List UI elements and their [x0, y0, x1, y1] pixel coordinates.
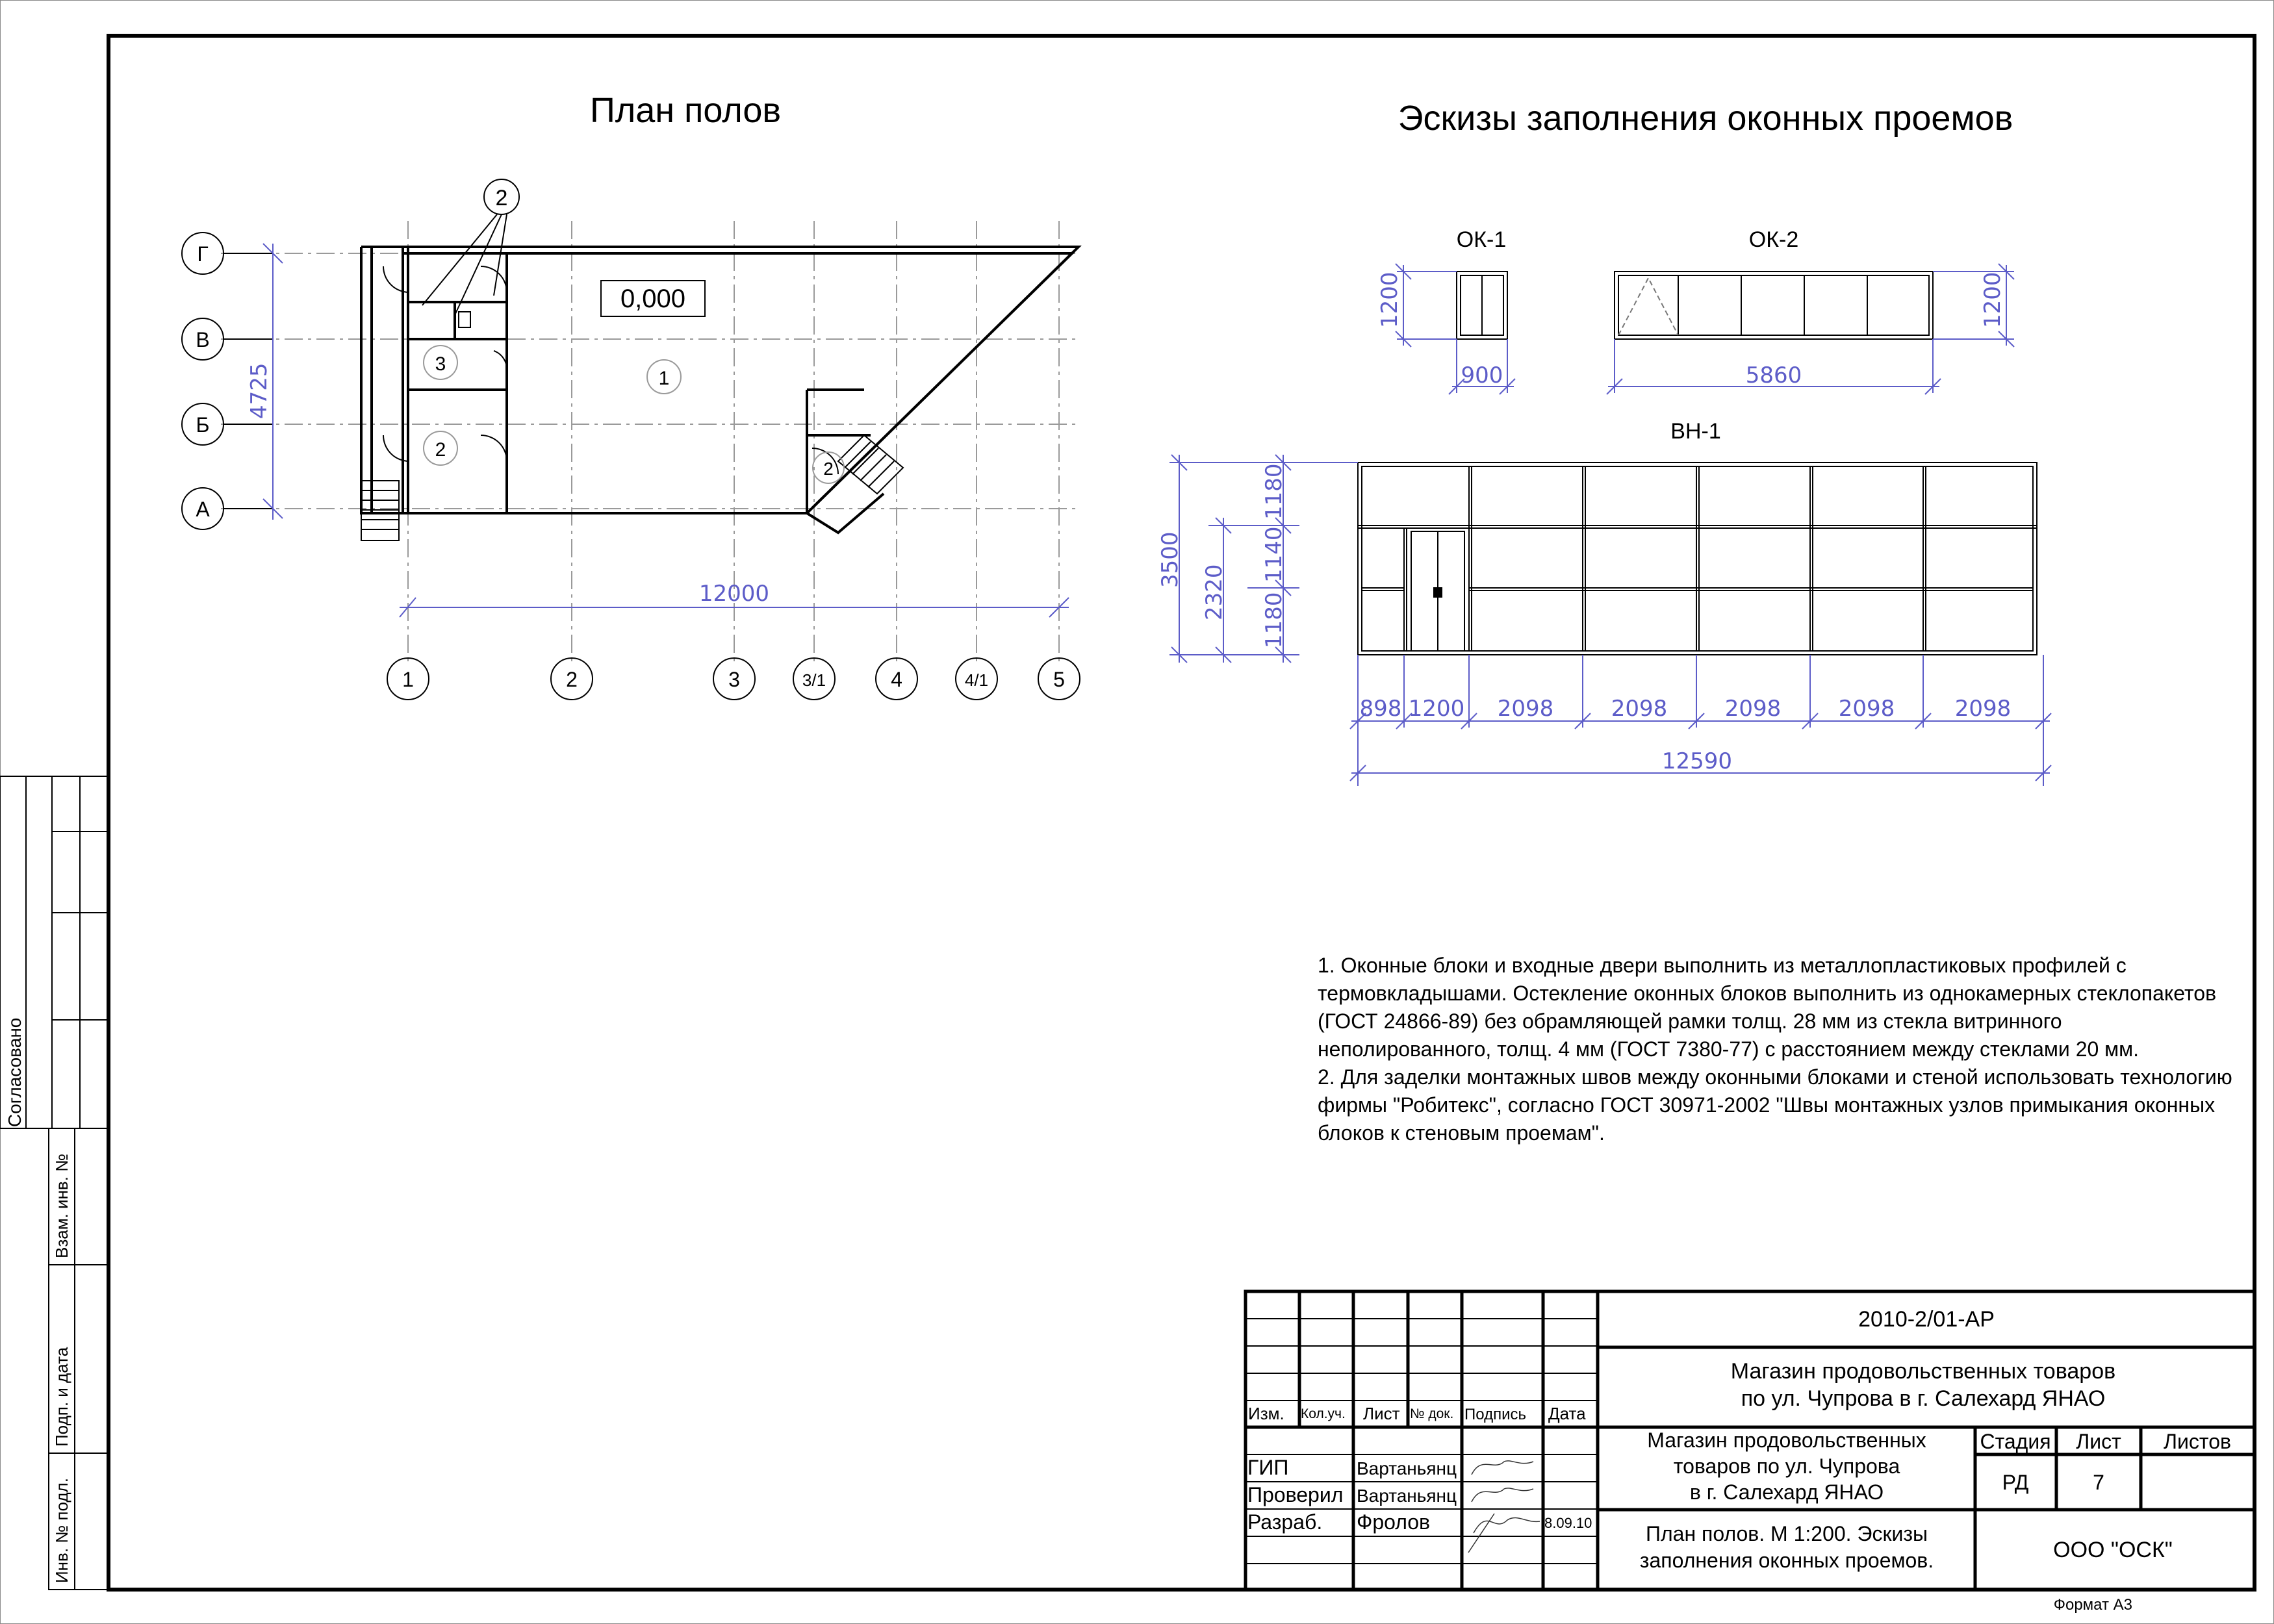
name-gip: Вартаньянц: [1357, 1458, 1457, 1478]
vn1-col-4: 2098: [1611, 696, 1668, 722]
stage-label: Стадия: [1980, 1430, 2051, 1453]
vn1-col-2: 1200: [1408, 696, 1465, 722]
hdr-izm: Изм.: [1248, 1404, 1284, 1423]
room-2-label: 2: [435, 439, 446, 461]
vn1-col-6: 2098: [1838, 696, 1895, 722]
sheet-title-line-2: заполнения оконных проемов.: [1639, 1549, 1934, 1572]
vn1-col-1: 898: [1359, 696, 1402, 722]
plan-walls: [361, 247, 1079, 533]
ok2-width: 5860: [1745, 362, 1802, 388]
vn1-facade: [1358, 463, 2037, 655]
room-markers: [424, 346, 844, 483]
room-3-label: 3: [435, 353, 446, 375]
column-label-4-1: 4/1: [964, 670, 989, 690]
role-dev: Разраб.: [1247, 1510, 1323, 1534]
column-label-1: 1: [402, 668, 414, 691]
vn1-label: ВН-1: [1670, 419, 1721, 444]
windows-title: Эскизы заполнения оконных проемов: [1398, 99, 2013, 138]
vn1-col-7: 2098: [1954, 696, 2012, 722]
column-label-5: 5: [1053, 668, 1065, 691]
object-line-1: Магазин продовольственных: [1647, 1428, 1926, 1452]
vn1-row-top: 1180: [1261, 463, 1287, 520]
ok2-window: [1615, 272, 1933, 339]
sheet-title-line-1: План полов. М 1:200. Эскизы: [1645, 1522, 1928, 1545]
role-gip: ГИП: [1247, 1456, 1289, 1479]
ok1-window: [1457, 272, 1507, 339]
column-label-2: 2: [566, 668, 578, 691]
vn1-total-height: 3500: [1157, 531, 1183, 588]
drawing-code: 2010-2/01-АР: [1858, 1307, 1995, 1332]
sheet-number: 7: [2093, 1471, 2104, 1494]
row-label-g: Г: [197, 242, 209, 266]
row-label-v: В: [196, 328, 210, 351]
row-label-a: А: [196, 498, 210, 521]
date-dev: 8.09.10: [1544, 1515, 1592, 1531]
ok2-dimensions: [1607, 264, 2014, 394]
ok2-label: ОК-2: [1748, 227, 1799, 252]
drawing-frame: [109, 36, 2255, 1590]
note-1: 1. Оконные блоки и входные двери выполнить из металлопластиковых профилей с термовкладышами. Остекление оконных блоков выполнить из однокамерных стеклопакетов (ГОСТ 24866-89) без обрамляющей рамки толщ. 28 мм из стекла витринного неполированного, толщ. 4 мм (ГОСТ 7380-77) с расстоянием между стеклами 20 мм.: [1318, 954, 2217, 1061]
hdr-sign: Подпись: [1464, 1406, 1526, 1423]
stage-value: РД: [2002, 1471, 2029, 1494]
ok1-width: 900: [1461, 362, 1503, 388]
name-dev: Фролов: [1357, 1510, 1431, 1534]
callout-number: 2: [495, 186, 508, 210]
note-2: 2. Для заделки монтажных швов между оконными блоками и стеной использовать технологию фирмы "Робитекс", согласно ГОСТ 30971-2002 "Швы монтажных узлов примыкания оконных блоков к стеновым проемам".: [1318, 1065, 2232, 1145]
room-1-label: 1: [658, 368, 670, 389]
vn1-row-bottom: 1180: [1261, 592, 1287, 648]
vn1-sub-height: 2320: [1201, 564, 1227, 620]
back-stairs: [838, 435, 903, 494]
sheet-label: Лист: [2076, 1430, 2121, 1453]
project-line-1: Магазин продовольственных товаров: [1730, 1359, 2116, 1384]
project-line-2: по ул. Чупрова в г. Салехард ЯНАО: [1741, 1386, 2106, 1411]
ok1-height: 1200: [1377, 272, 1403, 328]
vn1-col-3: 2098: [1497, 696, 1554, 722]
object-line-2: товаров по ул. Чупрова: [1673, 1454, 1900, 1478]
hdr-list: Лист: [1363, 1404, 1400, 1423]
column-label-4: 4: [891, 668, 902, 691]
ok2-height: 1200: [1980, 272, 2006, 328]
entry-stairs: [361, 481, 399, 540]
plan-title: План полов: [589, 91, 782, 130]
sheets-label: Листов: [2164, 1430, 2231, 1453]
column-label-3-1: 3/1: [802, 670, 826, 690]
room-2b-label: 2: [823, 459, 834, 479]
object-line-3: в г. Салехард ЯНАО: [1689, 1480, 1884, 1504]
hdr-date: Дата: [1548, 1404, 1586, 1423]
plan-length-value: 12000: [698, 581, 770, 607]
role-check: Проверил: [1247, 1483, 1344, 1506]
inv-label: Инв. № подл.: [52, 1478, 71, 1583]
name-check: Вартаньянц: [1357, 1486, 1457, 1506]
agreed-label: Согласовано: [5, 1017, 25, 1127]
level-mark: 0,000: [620, 285, 686, 313]
podp-label: Подп. и дата: [52, 1347, 71, 1447]
row-label-b: Б: [196, 413, 210, 437]
hdr-kol: Кол.уч.: [1301, 1406, 1346, 1421]
plan-depth-value: 4725: [246, 362, 272, 419]
vn1-total-width: 12590: [1661, 748, 1733, 774]
signatures: [1468, 1461, 1540, 1553]
vzam-label: Взам. инв. №: [52, 1153, 71, 1258]
company-name: ООО "ОСК": [2053, 1538, 2173, 1562]
ok1-label: ОК-1: [1456, 227, 1507, 252]
general-notes: [1318, 952, 2240, 1147]
vn1-row-mid: 1140: [1261, 526, 1287, 583]
vn1-col-5: 2098: [1724, 696, 1782, 722]
hdr-ndoc: № док.: [1410, 1406, 1454, 1421]
column-label-3: 3: [728, 668, 740, 691]
format-label: Формат А3: [2053, 1596, 2132, 1614]
